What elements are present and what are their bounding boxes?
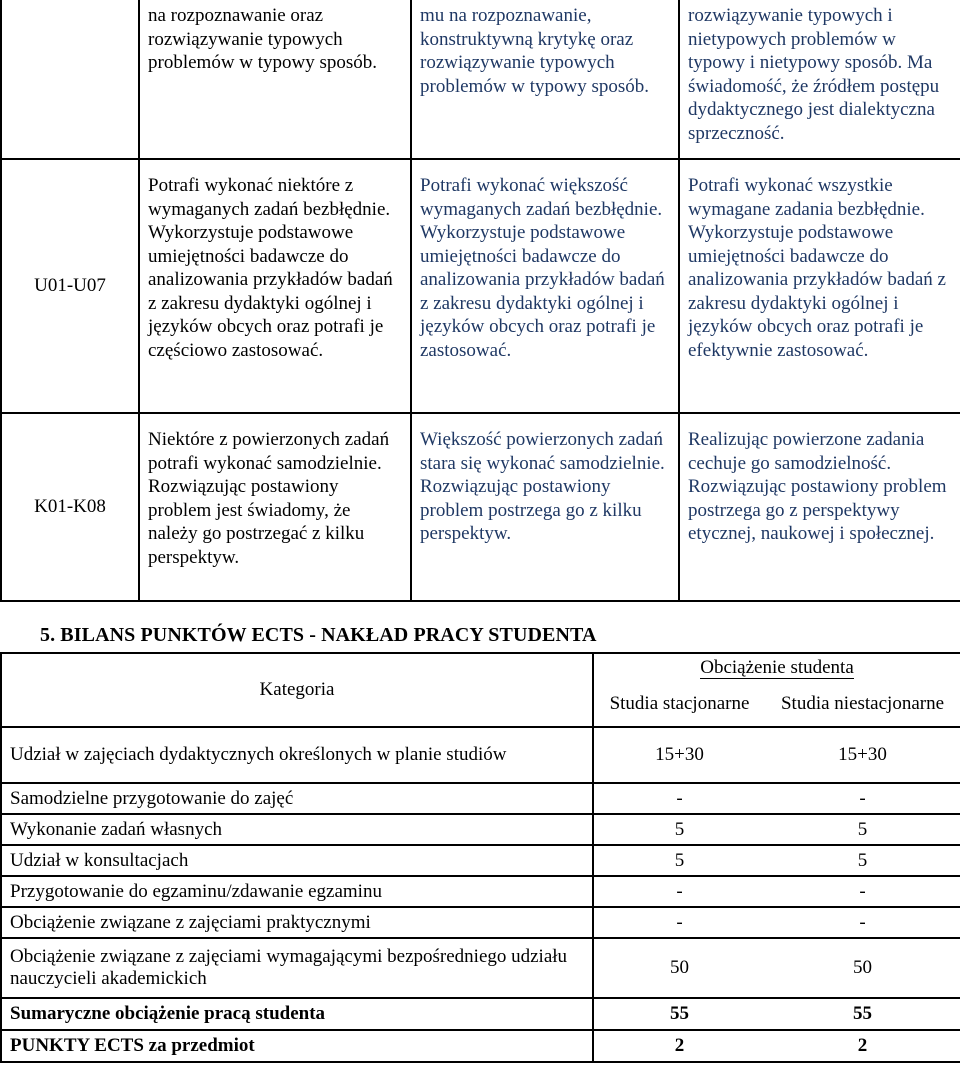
row-label: Obciążenie związane z zajęciami praktycznymi: [1, 907, 593, 938]
load-header: [593, 653, 960, 682]
row-label: Obciążenie związane z zajęciami wymagającymi bezpośredniego udziału nauczycieli akademickich: [1, 938, 593, 998]
ects-header-row: [1, 653, 960, 682]
ects-table: [0, 652, 960, 1063]
ects-points-part-time: 2: [765, 1030, 960, 1062]
criteria-cell-grade-2: [411, 159, 679, 413]
criteria-cell-grade-1: [139, 0, 411, 159]
part-time-value: -: [765, 907, 960, 938]
ects-points-label: PUNKTY ECTS za przedmiot: [1, 1030, 593, 1062]
full-time-value: 50: [593, 938, 765, 998]
criteria-text: rozwiązywanie typowych i nietypowych problemów w typowy i nietypowy sposób. Ma świadomość, że źródłem postępu dydaktycznego jest dialektyczna sprzeczność.: [688, 5, 940, 144]
ects-points-row: [1, 1030, 960, 1062]
criteria-row: [1, 0, 960, 159]
full-time-value: -: [593, 876, 765, 907]
table-row: [1, 845, 960, 876]
criteria-cell-grade-2: [411, 413, 679, 601]
criteria-row: [1, 159, 960, 413]
criteria-text: na rozpoznawanie oraz rozwiązywanie typowych problemów w typowy sposób.: [148, 5, 378, 73]
ects-points-full-time: 2: [593, 1030, 765, 1062]
criteria-code-cell: U01-U07: [1, 159, 139, 413]
criteria-code-cell: [1, 0, 139, 159]
full-time-value: -: [593, 783, 765, 814]
table-row: [1, 727, 960, 783]
criteria-cell-grade-3: [679, 159, 960, 413]
row-label: Wykonanie zadań własnych: [1, 814, 593, 845]
table-row: [1, 783, 960, 814]
full-time-value: 15+30: [593, 727, 765, 783]
section-title: 5. BILANS PUNKTÓW ECTS - NAKŁAD PRACY STUDENTA: [40, 624, 597, 646]
criteria-cell-grade-3: [679, 0, 960, 159]
part-time-value: 50: [765, 938, 960, 998]
criteria-cell-grade-2: [411, 0, 679, 159]
full-time-value: 5: [593, 814, 765, 845]
row-label: Udział w zajęciach dydaktycznych określonych w planie studiów: [1, 727, 593, 783]
summary-label: Sumaryczne obciążenie pracą studenta: [1, 998, 593, 1030]
criteria-text: Potrafi wykonać wszystkie wymagane zadania bezbłędnie. Wykorzystuje podstawowe umiejętności badawcze do analizowania przykładów badań z zakresu dydaktyki ogólnej i języków obcych oraz potrafi je efektywnie zastosować.: [688, 175, 946, 361]
table-row: [1, 938, 960, 998]
row-label: Przygotowanie do egzaminu/zdawanie egzaminu: [1, 876, 593, 907]
part-time-value: 5: [765, 814, 960, 845]
criteria-code-cell: K01-K08: [1, 413, 139, 601]
criteria-text: Niektóre z powierzonych zadań potrafi wykonać samodzielnie. Rozwiązując postawiony problem jest świadomy, że należy go postrzegać z kilku perspektyw.: [148, 429, 390, 568]
summary-full-time-value: 55: [593, 998, 765, 1030]
row-label: Samodzielne przygotowanie do zajęć: [1, 783, 593, 814]
criteria-row: [1, 413, 960, 601]
criteria-cell-grade-3: [679, 413, 960, 601]
criteria-text: Realizując powierzone zadania cechuje go samodzielność. Rozwiązując postawiony problem postrzega go z perspektywy etycznej, naukowej i społecznej.: [688, 429, 947, 544]
criteria-cell-grade-1: [139, 413, 411, 601]
criteria-text: Większość powierzonych zadań stara się wykonać samodzielnie. Rozwiązując postawiony problem postrzega go z kilku perspektyw.: [420, 429, 665, 544]
category-header: Kategoria: [1, 653, 593, 727]
criteria-text: Potrafi wykonać większość wymaganych zadań bezbłędnie. Wykorzystuje podstawowe umiejętności badawcze do analizowania przykładów badań z zakresu dydaktyki ogólnej i języków obcych oraz potrafi je zastosować.: [420, 175, 665, 361]
part-time-value: -: [765, 783, 960, 814]
part-time-value: 15+30: [765, 727, 960, 783]
row-label: Udział w konsultacjach: [1, 845, 593, 876]
criteria-cell-grade-1: [139, 159, 411, 413]
part-time-value: 5: [765, 845, 960, 876]
full-time-value: -: [593, 907, 765, 938]
load-header-label: Obciążenie studenta: [700, 657, 854, 678]
summary-part-time-value: 55: [765, 998, 960, 1030]
table-row: [1, 876, 960, 907]
part-time-value: -: [765, 876, 960, 907]
table-row: [1, 814, 960, 845]
table-row: [1, 907, 960, 938]
full-time-value: 5: [593, 845, 765, 876]
part-time-header: Studia niestacjonarne: [765, 682, 960, 727]
full-time-header: Studia stacjonarne: [593, 682, 765, 727]
summary-row: [1, 998, 960, 1030]
criteria-text: Potrafi wykonać niektóre z wymaganych zadań bezbłędnie. Wykorzystuje podstawowe umiejętności badawcze do analizowania przykładów badań z zakresu dydaktyki ogólnej i języków obcych oraz potrafi je częściowo zastosować.: [148, 175, 393, 361]
criteria-text: mu na rozpoznawanie, konstruktywną krytykę oraz rozwiązywanie typowych problemów w typowy sposób.: [420, 5, 650, 97]
